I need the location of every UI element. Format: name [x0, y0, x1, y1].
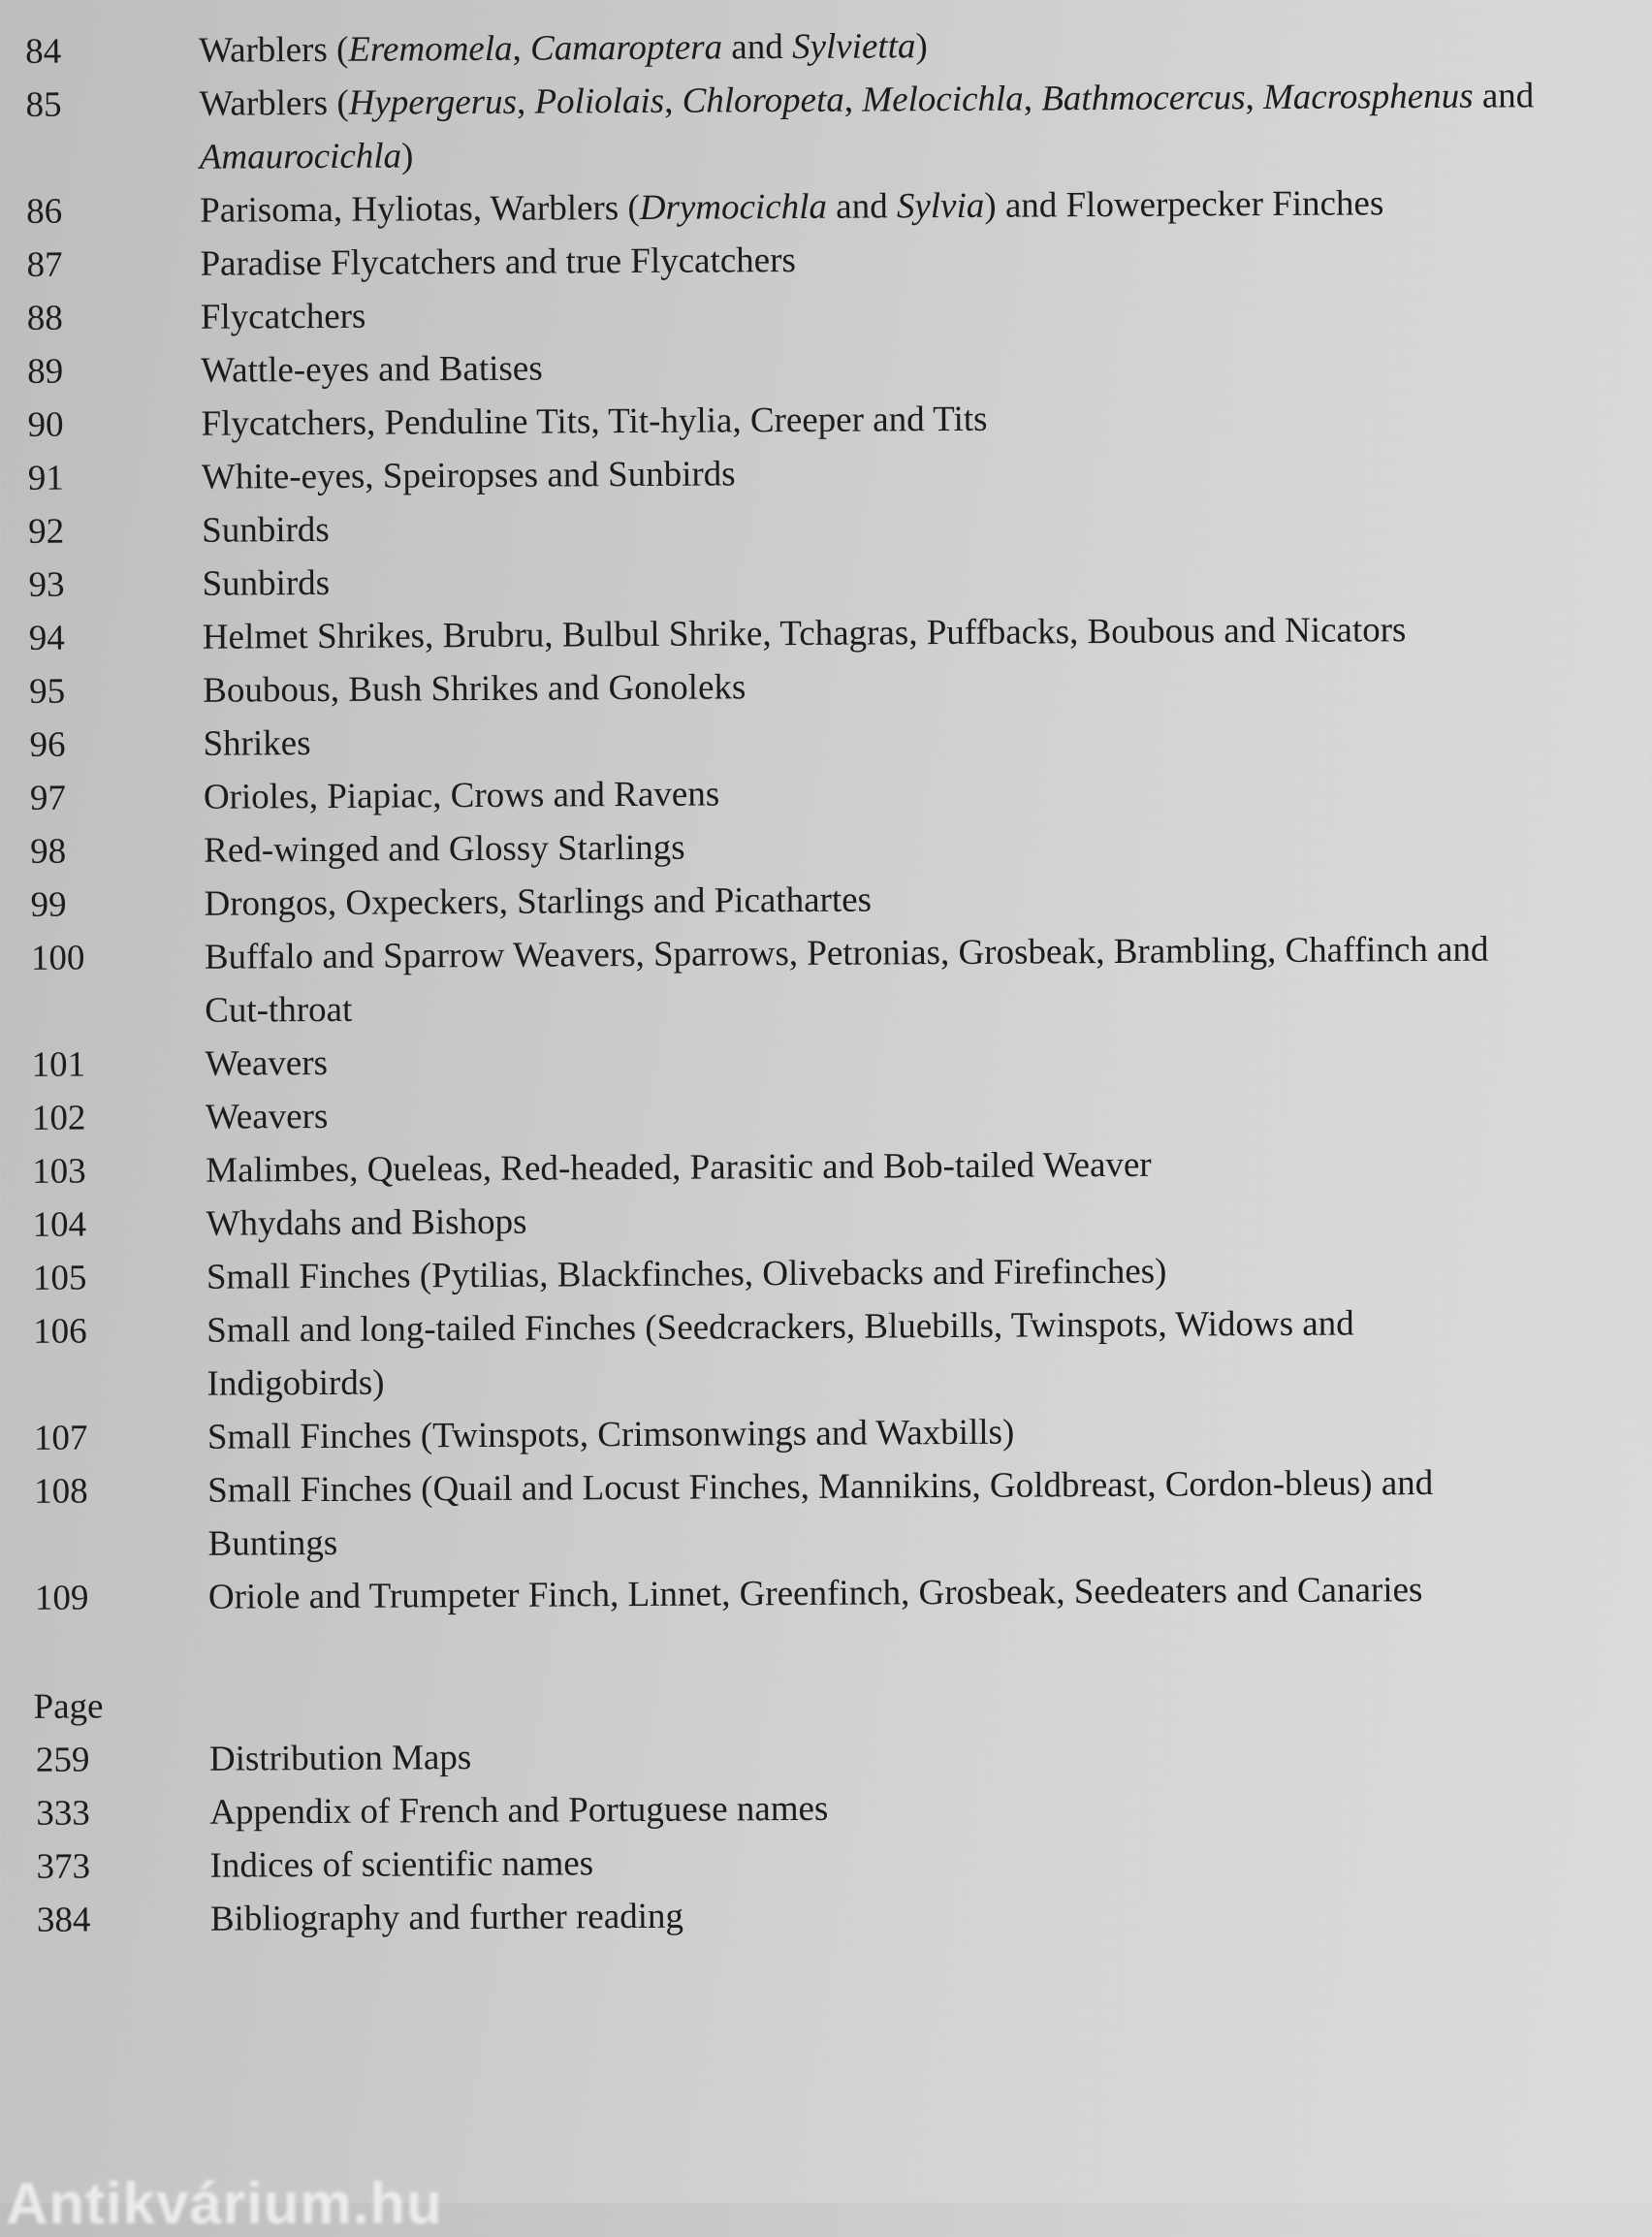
entry-number: 373	[36, 1846, 91, 1887]
entry-title	[203, 655, 1652, 718]
scientific-name: Poliolais	[534, 80, 665, 122]
entry-title	[208, 1562, 1652, 1624]
scientific-name: Drymocichla	[639, 186, 828, 228]
title-text: Malimbes, Queleas, Red-headed, Parasitic and Bob-tailed Weaver	[206, 1144, 1152, 1191]
title-text: Red-winged and Glossy Starlings	[204, 827, 685, 871]
title-text: Appendix of French and Portuguese names	[209, 1788, 829, 1833]
plate-entry	[6, 922, 1652, 1039]
scientific-name: Melocichla	[862, 79, 1024, 120]
entry-title	[209, 1831, 1652, 1893]
title-text: Indigobirds)	[206, 1362, 385, 1404]
plate-entry	[0, 69, 1652, 185]
entry-number: 101	[31, 1044, 86, 1085]
page-entry	[12, 1884, 1652, 1947]
entry-number: 89	[27, 351, 64, 392]
watermark: Antikvárium.hu	[6, 2171, 443, 2236]
entry-title	[206, 1295, 1652, 1411]
entry-title	[205, 922, 1652, 1038]
plate-entry	[9, 1402, 1652, 1465]
contents-page	[0, 16, 1652, 1947]
title-text: )	[915, 26, 928, 67]
entry-title	[204, 762, 1652, 824]
scientific-name: Amaurocichla	[199, 136, 402, 177]
entry-number: 104	[32, 1204, 87, 1245]
title-text: Flycatchers, Penduline Tits, Tit-hylia, Creeper and Tits	[201, 399, 988, 444]
title-text: Orioles, Piapiac, Crows and Ravens	[203, 774, 720, 817]
plate-entry	[8, 1295, 1652, 1412]
entry-title	[210, 1884, 1652, 1946]
entry-number: 384	[36, 1900, 91, 1940]
entry-number: 92	[28, 511, 65, 552]
scientific-name: Camaroptera	[529, 27, 723, 69]
entry-title	[205, 1029, 1652, 1091]
title-text: Warblers (	[199, 82, 349, 124]
page-entry	[11, 1777, 1652, 1840]
plate-entry	[5, 869, 1652, 932]
title-text: and	[826, 186, 898, 227]
title-text: Wattle-eyes and Batises	[201, 348, 543, 391]
plate-entry	[8, 1242, 1652, 1305]
entry-title	[206, 1189, 1652, 1251]
entry-number: 96	[29, 724, 66, 765]
entry-title	[202, 549, 1652, 611]
scientific-name: Hypergerus	[348, 81, 518, 123]
plate-entry	[9, 1455, 1652, 1572]
title-text: Warblers (	[199, 29, 349, 71]
page-entry	[11, 1831, 1652, 1894]
entry-title	[202, 495, 1652, 558]
entry-number: 91	[27, 458, 64, 498]
page-entry	[11, 1724, 1652, 1787]
entry-number: 107	[33, 1418, 88, 1458]
title-text: Boubous, Bush Shrikes and Gonoleks	[203, 667, 747, 711]
title-text: Weavers	[205, 1096, 329, 1137]
title-text: ,	[664, 80, 683, 121]
title-text: Drongos, Oxpeckers, Starlings and Picathartes	[204, 879, 873, 924]
entry-number: 85	[25, 84, 62, 125]
title-text: Sunbirds	[202, 509, 330, 551]
plate-entry	[10, 1562, 1652, 1625]
plate-entry	[7, 1135, 1652, 1198]
entry-number: 95	[29, 671, 66, 712]
scientific-name: Macrosphenus	[1262, 76, 1474, 118]
entry-title	[206, 1242, 1652, 1304]
plate-entry	[7, 1189, 1652, 1252]
entry-number: 90	[27, 404, 64, 445]
entry-number: 106	[33, 1311, 87, 1352]
title-text: Bibliography and further reading	[209, 1896, 684, 1939]
entry-title	[204, 815, 1652, 878]
entry-title	[200, 229, 1652, 291]
title-text: Buffalo and Sparrow Weavers, Sparrows, Petronias, Grosbeak, Brambling, Chaffinch and	[204, 929, 1489, 977]
page-list	[11, 1724, 1652, 1947]
entry-title	[206, 1135, 1652, 1198]
scientific-name: Sylvia	[896, 185, 985, 227]
page-column-header: Page	[33, 1686, 104, 1727]
plate-entry	[7, 1082, 1652, 1145]
title-text: ,	[843, 80, 863, 120]
entry-number: 109	[34, 1578, 89, 1618]
entry-number: 108	[34, 1471, 88, 1512]
title-text: ) and Flowerpecker Finches	[984, 183, 1384, 226]
entry-number: 333	[36, 1793, 90, 1834]
entry-title	[206, 1082, 1652, 1144]
entry-title	[201, 389, 1652, 451]
entry-title	[209, 1724, 1652, 1786]
title-text: ,	[1245, 78, 1264, 118]
entry-title	[201, 336, 1652, 398]
plate-list	[0, 16, 1652, 1625]
entry-number: 86	[26, 191, 63, 232]
title-text: Parisoma, Hyliotas, Warblers (	[200, 187, 640, 231]
section-gap	[10, 1615, 1652, 1680]
entry-title	[204, 869, 1652, 931]
title-text: Weavers	[205, 1042, 329, 1084]
entry-title	[201, 282, 1652, 344]
title-text: Indices of scientific names	[209, 1843, 594, 1886]
title-text: White-eyes, Speiropses and Sunbirds	[201, 454, 736, 497]
entry-number: 105	[32, 1258, 87, 1298]
entry-number: 98	[30, 831, 67, 872]
title-text: Flycatchers	[200, 296, 366, 337]
plate-entry	[6, 1029, 1652, 1092]
title-text: ,	[512, 28, 531, 69]
entry-number: 259	[35, 1740, 90, 1780]
entry-number: 100	[30, 938, 85, 978]
title-text: Small and long-tailed Finches (Seedcrackers, Bluebills, Twinspots, Widows and	[206, 1303, 1354, 1351]
entry-title	[199, 16, 1652, 78]
scientific-name: Bathmocercus	[1041, 78, 1246, 119]
title-text: Buntings	[207, 1522, 338, 1564]
entry-number: 102	[31, 1098, 86, 1138]
entry-title	[202, 442, 1652, 504]
title-text: and	[1473, 76, 1535, 116]
entry-number: 84	[25, 31, 62, 72]
entry-title	[209, 1777, 1652, 1839]
entry-title	[200, 176, 1652, 238]
entry-title	[203, 709, 1652, 771]
title-text: Paradise Flycatchers and true Flycatchers	[200, 240, 797, 284]
entry-title	[199, 69, 1652, 184]
title-text: Cut-throat	[205, 989, 353, 1031]
entry-title	[203, 602, 1652, 664]
scientific-name: Eremomela	[348, 28, 513, 70]
title-text: Whydahs and Bishops	[206, 1201, 527, 1244]
title-text: Distribution Maps	[208, 1738, 472, 1779]
title-text: ,	[516, 81, 535, 122]
entry-number: 87	[26, 244, 63, 285]
title-text: Small Finches (Pytilias, Blackfinches, Olivebacks and Firefinches)	[206, 1251, 1167, 1297]
entry-number: 94	[28, 618, 65, 658]
scientific-name: Sylvietta	[791, 26, 916, 68]
entry-title	[207, 1402, 1652, 1464]
title-text: Sunbirds	[202, 562, 331, 604]
entry-number: 97	[29, 778, 66, 818]
title-text: Shrikes	[203, 723, 311, 764]
entry-number: 88	[26, 298, 63, 338]
entry-title	[207, 1455, 1652, 1571]
title-text: Small Finches (Quail and Locust Finches, Mannikins, Goldbreast, Cordon-bleus) and	[207, 1462, 1434, 1511]
entry-number: 93	[28, 564, 65, 605]
title-text: )	[400, 136, 414, 176]
title-text: Small Finches (Twinspots, Crimsonwings and Waxbills)	[206, 1412, 1015, 1457]
entry-number: 99	[30, 884, 67, 925]
title-text: and	[721, 27, 793, 68]
entry-number: 103	[32, 1151, 86, 1192]
scientific-name: Chloropeta	[682, 80, 844, 121]
title-text: ,	[1023, 79, 1042, 119]
title-text: Helmet Shrikes, Brubru, Bulbul Shrike, Tchagras, Puffbacks, Boubous and Nicators	[202, 610, 1407, 657]
title-text: Oriole and Trumpeter Finch, Linnet, Greenfinch, Grosbeak, Seedeaters and Canaries	[207, 1570, 1423, 1617]
